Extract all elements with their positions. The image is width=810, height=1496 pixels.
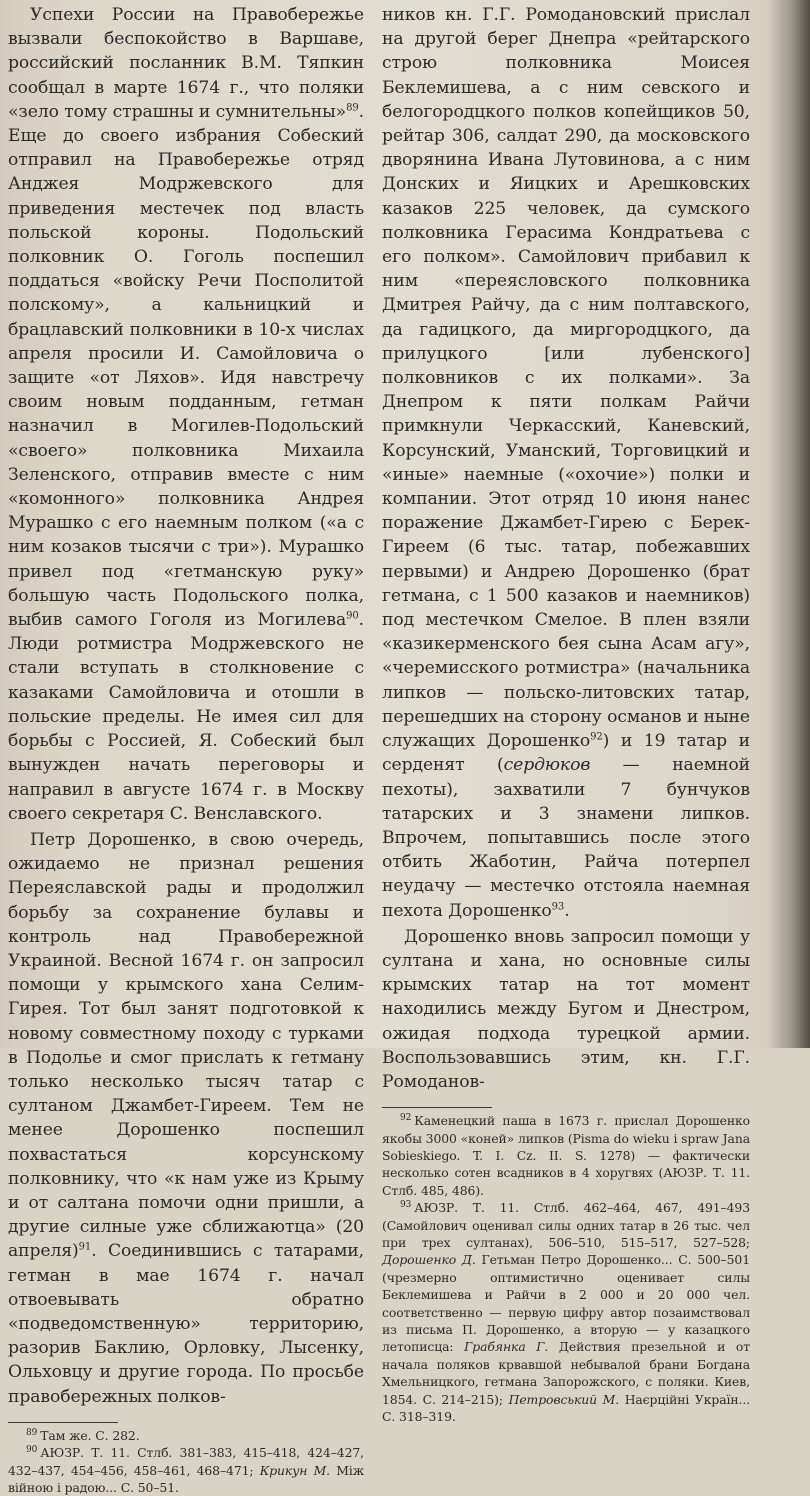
footnote-ref: 91 — [78, 1241, 92, 1253]
footnote-text: Між війною і радою... С. 50–51. — [8, 1462, 364, 1495]
footnote-author: Крикун М. — [259, 1462, 331, 1478]
footnote — [382, 1199, 750, 1425]
paragraph — [8, 828, 364, 1409]
paragraph-text: Успехи России на Правобережье вызвали беспокойство в Варшаве, российский посланник В.М. Тяпкин сообщал в марте 1674 г., что поляки «зело тому страшны и сумнительны» — [8, 5, 364, 122]
footnotes — [382, 1112, 750, 1425]
footnote-number: 92 — [400, 1113, 412, 1124]
footnote-number: 89 — [26, 1427, 38, 1438]
footnote-text: Действия презельной и от начала поляков крвавшой небывалой брани Богдана Хмельницкого, гетмана Запорожского, с поляки. Киев, 1854. С. 214–215); — [382, 1339, 750, 1407]
footnote — [382, 1112, 750, 1199]
footnote-text: АЮЗР. Т. 11. Стлб. 462–464, 467, 491–493 (Самойлович оценивал силы одних татар в 26 тыс. чел при трех султанах), 506–510, 515–517, 527–528; — [382, 1200, 750, 1250]
paragraph-text: ) и 19 татар и серденят ( — [382, 731, 750, 776]
footnote-author: Грабянка Г. — [464, 1339, 549, 1355]
footnote-ref: 90 — [346, 610, 359, 622]
footnote-text: Там же. С. 282. — [40, 1427, 140, 1443]
paragraph-text: — наемной пехоты), захватили 7 бунчуков татарских и 3 знамени липков. Впрочем, попытавшись после этого отбить Жаботин, Райча потерпел неудачу — местечко отстояла наемная пехота Дорошенко — [382, 755, 751, 921]
footnote-author: Дорошенко Д. — [382, 1252, 476, 1268]
footnote-text: Наєрційні Україн... С. 318–319. — [382, 1391, 751, 1425]
paragraph-text: ников кн. Г.Г. Ромодановский прислал на другой берег Днепра «рейтарского строю полковника Моисея Беклемишева, а с ним севского и белогородцкого полков копейщиков 50, рейтар 306, салдат 290, да московского дворянина Ивана Лутовинова, а с ним Донских и Яицких и Арешковских казаков 225 человек, да сумского полковника Герасима Кондратьева с его полком». Самойлович прибавил к ним «переясловского полковника Дмитрея Райчу, да с ним полтавского, да гадицкого, да миргородцкого, да прилуцкого [или лубенского] полковников с их полками». За Днепром к пяти полкам Райчи примкнули Черкасский, Каневский, Корсунский, Уманский, Торговицкий и «иные» наемные («охочие») полки и компании. Этот отряд 10 июня нанес поражение Джамбет-Гирею с Берек-Гиреем (6 тыс. татар, побежавших первыми) и Андрею Дорошенко (брат гетмана, с 1 500 казаков и наемников) под местечком Смелое. В плен взяли «казикерменского бея сына Асам агу», «черемисского ротмистра» (начальника липков — польско-литовских татар, перешедших на сторону османов и ныне служащих Дорошенко — [382, 5, 750, 752]
paragraph — [382, 925, 750, 1094]
paragraph-text: Дорошенко вновь запросил помощи у султана и хана, но основные силы крымских татар на тот момент находились между Бугом и Днестром, ожидая подхода турецкой армии. Воспользовавшись этим, кн. Г.Г. Ромоданов- — [382, 926, 750, 1092]
footnote-ref: 93 — [551, 900, 565, 912]
paragraph — [382, 3, 750, 923]
footnote-ref: 89 — [346, 102, 359, 114]
paragraph-text: . Соединившись с татарами, гетман в мае 1674 г. начал отвоевывать обратно «подведомственную» территорию, разорив Баклию, Орловку, Лысенку, Ольховцу и другие города. По просьбе правобережных полков- — [8, 1241, 364, 1407]
left-column — [8, 3, 364, 1496]
paragraph-text: . Люди ротмистра Модржевского не стали вступать в столкновение с казаками Самойловича и отошли в польские пределы. Не имея сил для борьбы с Россией, Я. Собеский был вынужден начать переговоры и направил в августе 1674 г. в Москву своего секретаря С. Венславского. — [8, 610, 364, 824]
page-edge-shadow — [768, 0, 810, 1048]
footnote-text: Каменецкий паша в 1673 г. прислал Дорошенко якобы 3000 «коней» липков (Pisma do wieku i spraw Jana Sobieskiego. T. I. Cz. II. S. 1278) — фактически несколько сотен всадников в 4 хоругвях (АЮЗР. Т. 11. Стлб. 485, 486). — [382, 1113, 751, 1198]
footnote-number: 90 — [26, 1445, 38, 1456]
footnote-rule — [8, 1422, 118, 1423]
italic-term: сердюков — [503, 755, 591, 776]
footnote — [8, 1444, 364, 1496]
footnote — [8, 1427, 364, 1444]
footnote-author: Петровський М. — [508, 1391, 620, 1407]
paragraph-text: . — [564, 900, 570, 921]
footnotes — [8, 1427, 364, 1496]
right-column — [382, 3, 750, 1425]
paragraph-text: . Еще до своего избрания Собеский отправил на Правобережье отряд Анджея Модржевского для приведения местечек под власть польской короны. Подольский полковник О. Гоголь поспешил поддаться «войску Речи Посполитой полскому», а кальницкий и брацлавский полковники в 10-х числах апреля просили И. Самойловича о защите «от Ляхов». Идя навстречу своим новым подданным, гетман назначил в Могилев-Подольский «своего» полковника Михаила Зеленского, отправив вместе с ним «комонного» полковника Андрея Мурашко с его наемным полком («а с ним козаков тысячи с три»). Мурашко привел под «гетманскую руку» большую часть Подольского полка, выбив самого Гоголя из Могилева — [8, 101, 364, 631]
footnote-number: 93 — [400, 1200, 412, 1211]
footnote-rule — [382, 1107, 492, 1108]
footnote-text: Гетьман Петро Дорошенко... С. 500–501 (чрезмерно оптимистично оценивает силы Беклемишева и Райчи в 2 000 и 20 000 чел. соответственно — первую цифру автор позаимствовал из письма П. Дорошенко, а вторую — у казацкого летописца: — [382, 1252, 750, 1355]
paragraph-text: Петр Дорошенко, в свою очередь, ожидаемо не признал решения Переяславской рады и продолжил борьбу за сохранение булавы и контроль над Правобережной Украиной. Весной 1674 г. он запросил помощи у крымского хана Селим-Гирея. Тот был занят подготовкой к новому совместному походу с турками в Подолье и смог прислать к гетману только несколько тысяч татар с султаном Джамбет-Гиреем. Тем не менее Дорошенко поспешил похвастаться корсунскому полковнику, что «к нам уже из Крыму и от салтана помочи одни пришли, а другие силные уже сближаютца» (20 апреля) — [8, 829, 364, 1262]
paragraph — [8, 3, 364, 826]
footnote-ref: 92 — [590, 731, 603, 743]
footnote-text: АЮЗР. Т. 11. Стлб. 381–383, 415–418, 424–427, 432–437, 454–456, 458–461, 468–471; — [8, 1445, 364, 1478]
